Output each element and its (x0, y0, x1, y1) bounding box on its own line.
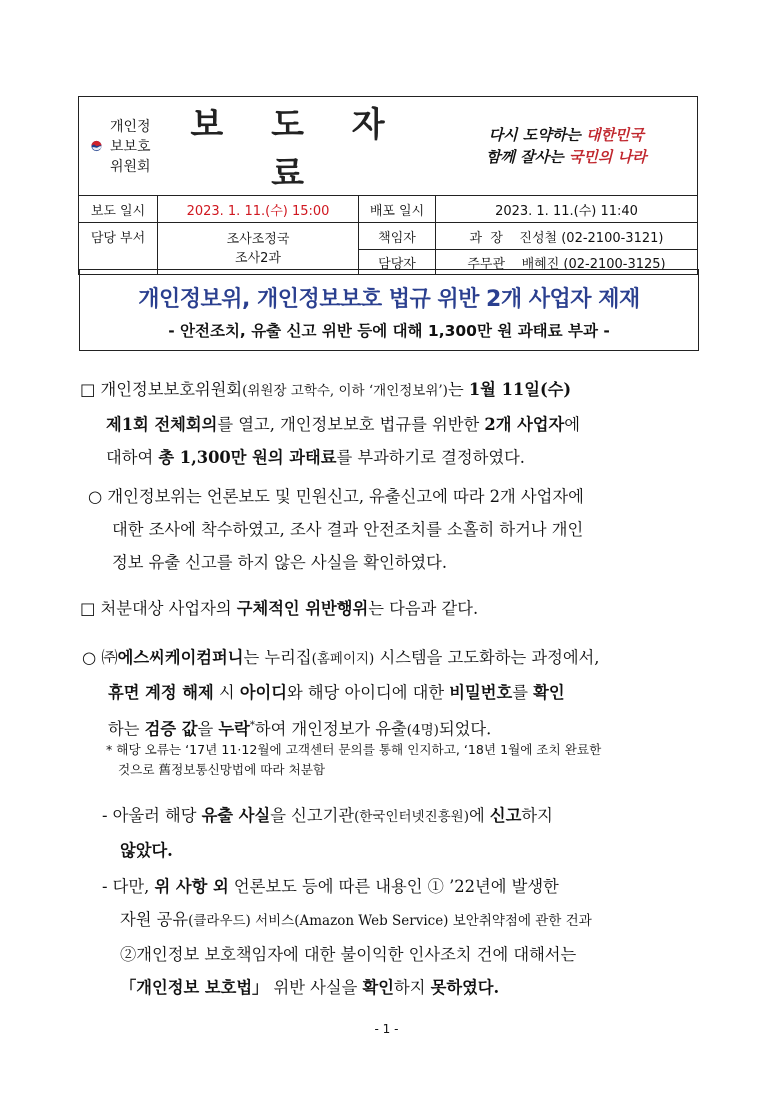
p1-l3a: 대하여 (106, 448, 159, 467)
paragraph-1 (80, 373, 700, 474)
p4-l3g: (4명) (406, 722, 439, 739)
contact-value: 주무관 배혜진 (02-2100-3125) (436, 250, 698, 275)
p4-l1c: 는 누리집 (243, 648, 312, 667)
dept-line1: 조사조정국 (226, 231, 290, 247)
p4-l1e: 시스템을 고도화하는 과정에서, (374, 648, 600, 667)
p4-l3h: 되었다. (438, 719, 492, 739)
manager-label: 책임자 (359, 223, 436, 250)
p2-l1: ○ 개인정보위는 언론보도 및 민원신고, 유출신고에 따라 2개 사업자에 (88, 487, 584, 506)
p1-l1b: (위원장 고학수, 이하 ‘개인정보위’) (242, 383, 448, 399)
p1-l2a: 제1회 전체회의 (106, 415, 218, 434)
release-value: 2023. 1. 11.(수) 15:00 (158, 196, 359, 223)
p5-l1a: - 아울러 해당 (102, 806, 202, 825)
p4-l3b: 검증 값 (144, 719, 198, 739)
paragraph-6 (102, 870, 717, 1004)
manager-value: 과 장 진성철 (02-2100-3121) (436, 223, 698, 250)
p6-l4e: 못하였다. (430, 978, 500, 997)
p4-l3f: 하여 개인정보가 유출 (254, 719, 407, 739)
p4-l3a: 하는 (108, 719, 145, 739)
p6-l2b: (클라우드) (188, 913, 251, 929)
p5-l1c: 을 신고기관 (270, 806, 355, 825)
p4-l3e: * (249, 720, 255, 731)
dept-value (158, 223, 359, 275)
p6-l4d: 하지 (393, 978, 431, 997)
paragraph-3 (80, 592, 700, 625)
p5-l1g: 하지 (521, 806, 553, 825)
slogan-line1a: 다시 도약하는 (488, 126, 586, 144)
headline-box (79, 269, 699, 351)
p1-l1d: 1월 11일(수) (468, 380, 572, 399)
p2-l2: 대한 조사에 착수하였고, 조사 결과 안전조치를 소홀히 하거나 개인 (112, 520, 584, 539)
p1-l2d: 에 (564, 415, 581, 434)
p4-l3c: 을 (197, 719, 219, 739)
p1-l2c: 2개 사업자 (484, 415, 565, 434)
p3-a: □ 처분대상 사업자의 (80, 599, 237, 618)
p6-l1a: - 다만, (102, 877, 155, 896)
p1-l2b: 를 열고, 개인정보보호 법규를 위반한 (217, 415, 485, 434)
p4-l2b: 시 (213, 683, 240, 702)
contact-label: 담당자 (359, 250, 436, 275)
slogan (436, 124, 698, 168)
p5-l2: 않았다. (120, 841, 173, 860)
p3-b: 구체적인 위반행위 (236, 599, 369, 618)
p6-l1c: 언론보도 등에 따른 내용인 ① ’22년에 발생한 (228, 877, 559, 896)
p6-l2c: 서비스(Amazon Web Service) 보안취약점에 관한 건과 (250, 913, 592, 929)
release-label: 보도 일시 (79, 196, 158, 223)
p5-l1b: 유출 사실 (201, 806, 271, 825)
p4-l3d: 누락 (218, 719, 250, 739)
press-header-table (78, 96, 698, 275)
p1-l3c: 를 부과하기로 결정하였다. (336, 448, 525, 467)
slogan-line1b: 대한민국 (585, 126, 644, 144)
p4-l2g: 확인 (533, 683, 565, 702)
doc-type-title: 보 도 자 료 (190, 105, 403, 194)
p6-l4c: 확인 (362, 978, 394, 997)
p4-l1a: ○ ㈜ (82, 648, 118, 667)
p1-l1c: 는 (447, 380, 469, 399)
p4-l2d: 와 해당 아이디에 대한 (287, 683, 450, 702)
p6-l4b: 위반 사실을 (268, 978, 363, 997)
p4-l2c: 아이디 (239, 683, 287, 702)
p4-l1d: (홈페이지) (311, 651, 375, 667)
p6-l1b: 위 사항 외 (154, 877, 229, 896)
distribute-value: 2023. 1. 11.(수) 11:40 (436, 196, 698, 223)
org-name: 개인정보보호위원회 (109, 119, 151, 175)
p4-l2f: 를 (512, 683, 534, 702)
paragraph-4 (82, 641, 702, 747)
p3-c: 는 다음과 같다. (368, 599, 479, 618)
dept-line2: 조사2과 (235, 250, 281, 266)
p4-l1b: 에스씨케이컴퍼니 (117, 648, 244, 667)
footnote (106, 740, 706, 780)
note-l2: 것으로 舊정보통신망법에 따라 처분함 (118, 762, 326, 777)
p4-l2a: 휴면 계정 해제 (108, 683, 214, 702)
paragraph-2 (88, 480, 708, 579)
paragraph-5 (102, 799, 712, 867)
p5-l1f: 신고 (489, 806, 522, 825)
headline-title: 개인정보위, 개인정보보호 법규 위반 2개 사업자 제재 (138, 287, 640, 312)
government-emblem-icon (91, 132, 102, 160)
p5-l1e: 에 (468, 806, 490, 825)
p6-l2a: 자원 공유 (120, 910, 189, 929)
headline-subtitle: - 안전조치, 유출 신고 위반 등에 대해 1,300만 원 과태료 부과 - (168, 322, 610, 340)
note-l1: * 해당 오류는 ‘17년 11·12월에 고객센터 문의를 통해 인지하고, ‘18년 1월에 조치 완료한 (106, 742, 602, 757)
p4-l2e: 비밀번호 (449, 683, 513, 702)
distribute-label: 배포 일시 (359, 196, 436, 223)
p1-l1a: □ 개인정보보호위원회 (80, 380, 243, 399)
page-number: - 1 - (374, 1022, 399, 1036)
p1-l3b: 총 1,300만 원의 과태료 (158, 448, 337, 467)
p6-l3: ②개인정보 보호책임자에 대한 불이익한 인사조치 건에 대해서는 (120, 945, 577, 964)
p6-l4a: 「개인정보 보호법」 (120, 978, 269, 997)
doc-type-cell (158, 97, 436, 196)
slogan-cell (436, 97, 698, 196)
dept-label: 담당 부서 (79, 223, 158, 275)
org-logo-cell (79, 97, 158, 196)
p2-l3: 정보 유출 신고를 하지 않은 사실을 확인하였다. (112, 553, 448, 572)
slogan-line2b: 국민의 나라 (568, 148, 647, 166)
slogan-line2a: 함께 잘사는 (485, 148, 569, 166)
p5-l1d: (한국인터넷진흥원) (354, 809, 469, 825)
